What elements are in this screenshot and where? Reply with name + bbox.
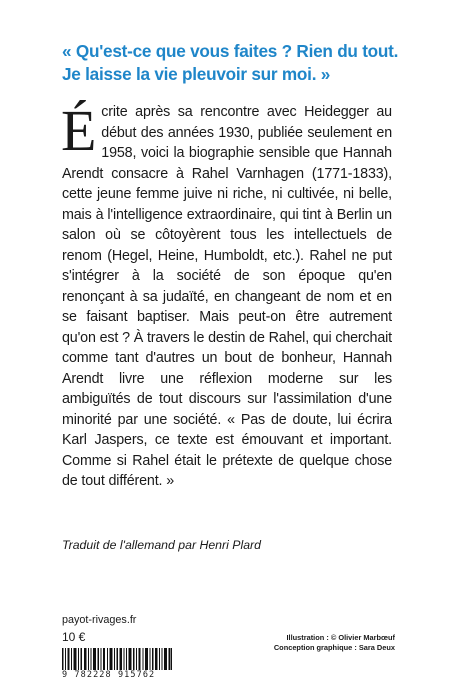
publisher-website: payot-rivages.fr	[62, 614, 137, 626]
price: 10 €	[62, 630, 86, 644]
credits	[274, 633, 395, 653]
back-cover-quote: « Qu'est-ce que vous faites ? Rien du tout. Je laisse la vie pleuvoir sur moi. »	[62, 41, 399, 84]
illustration-credit: Illustration : © Olivier Marbœuf	[286, 633, 395, 642]
blurb-text: crite après sa rencontre avec Heidegger au début des années 1930, publiée seulement en 1958, voici la biographie sensible que Hannah Arendt consacre à Rahel Varnhagen (1771-1833), cette jeune femme juive ni riche, ni cultivée, ni belle, mais à l'intelligence extraordinaire, qui tint à Berlin un salon où se côtoyèrent tous les intellectuels de renom (Hegel, Heine, Humboldt, etc.). Rahel ne put s'intégrer à la société de son époque qu'en renonçant à sa judaïté, en changeant de nom et en se faisant baptiser. Mais peut-on être autrement qu'on est ? À travers le destin de Rahel, qui cherchait comme tant d'autres un bout de bonheur, Hannah Arendt livre une réflexion moderne sur les ambiguïtés de tout discours sur l'assimilation d'une minorité par une société. « Pas de doute, lui écrira Karl Jaspers, ce texte est émouvant et important. Comme si Rahel était le prétexte de quelque chose de tout différent. »	[62, 104, 392, 489]
translator-credit: Traduit de l'allemand par Henri Plard	[62, 538, 261, 552]
design-credit: Conception graphique : Sara Deux	[273, 643, 395, 652]
barcode-icon	[62, 648, 172, 670]
isbn-number: 9 782228 915762	[62, 670, 156, 680]
back-cover-blurb	[61, 98, 392, 492]
drop-cap: É	[61, 98, 97, 163]
